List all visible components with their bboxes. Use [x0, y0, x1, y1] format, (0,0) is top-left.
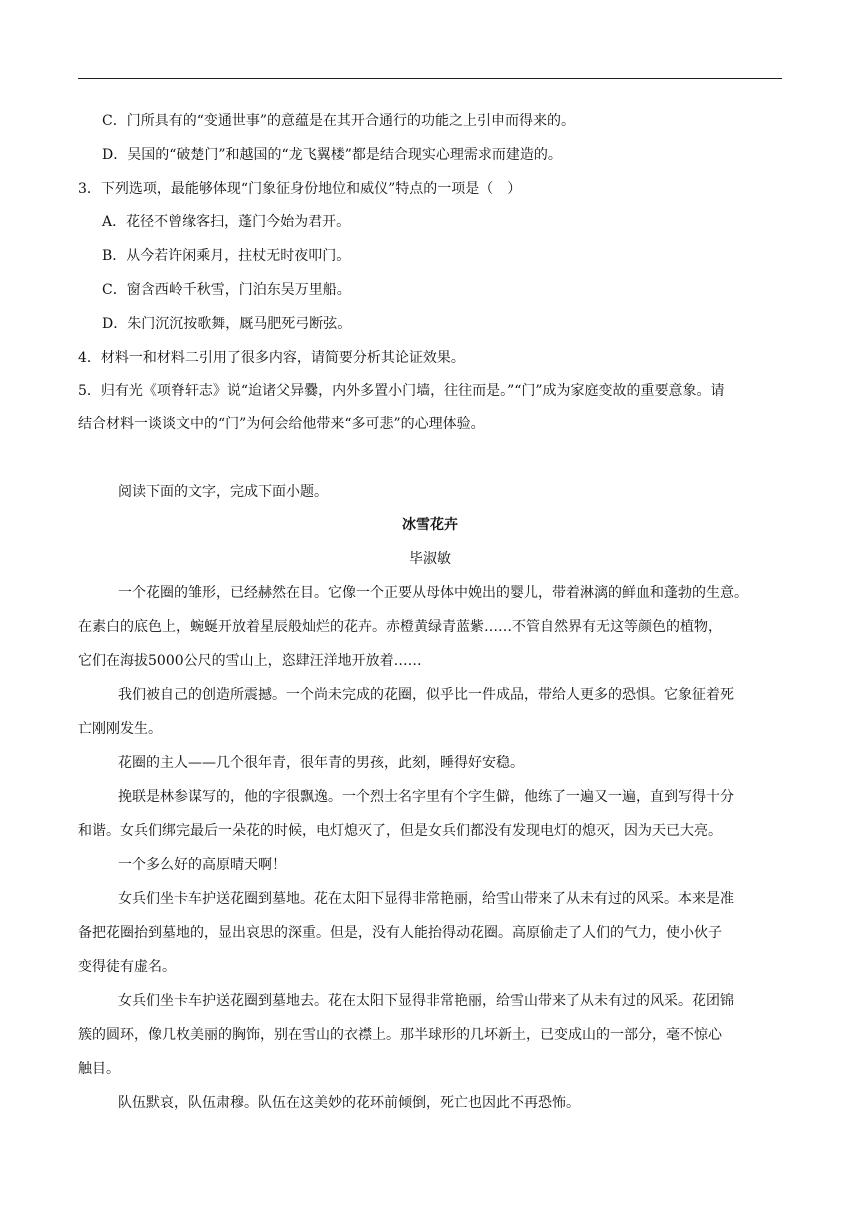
- passage-p6-line2: 备把花圈抬到墓地的，显出哀思的深重。但是，没有人能抬得动花圈。高原偷走了人们的气力，使小伙子: [78, 925, 722, 941]
- passage-p6-line3: 变得徒有虚名。: [78, 959, 176, 975]
- passage-title: 冰雪花卉: [402, 517, 458, 533]
- q3-option-b: B．从今若许闲乘月，拄杖无时夜叩门。: [102, 248, 351, 264]
- q4-stem: 4．材料一和材料二引用了很多内容，请简要分析其论证效果。: [78, 350, 465, 366]
- passage-p6-line1: 女兵们坐卡车护送花圈到墓地。花在太阳下显得非常艳丽，给雪山带来了从未有过的风采。本来是准: [118, 891, 734, 907]
- q3-stem: 3．下列选项，最能够体现“门象征身份地位和威仪”特点的一项是（ ）: [78, 181, 522, 197]
- reading-instruction: 阅读下面的文字，完成下面小题。: [118, 484, 328, 500]
- q2-option-c: C．门所具有的“变通世事”的意蕴是在其开合通行的功能之上引申而得来的。: [102, 113, 576, 129]
- q5-stem-line2: 结合材料一谈谈文中的“门”为何会给他带来“多可悲”的心理体验。: [78, 416, 485, 432]
- passage-p1-line1: 一个花圈的雏形，已经赫然在目。它像一个正要从母体中娩出的婴儿，带着淋漓的鲜血和蓬勃的生意。: [118, 585, 748, 601]
- passage-p7-line3: 触目。: [78, 1061, 120, 1077]
- passage-p2-line2: 亡刚刚发生。: [78, 721, 162, 737]
- passage-p1-line2: 在素白的底色上，蜿蜒开放着星辰般灿烂的花卉。赤橙黄绿青蓝紫……不管自然界有无这等颜色的植物，: [78, 619, 722, 635]
- passage-p4-line2: 和谐。女兵们绑完最后一朵花的时候，电灯熄灭了，但是女兵们都没有发现电灯的熄灭，因为天已大亮。: [78, 823, 722, 839]
- passage-p1-line3: 它们在海拔5000公尺的雪山上，恣肆汪洋地开放着……: [78, 653, 422, 669]
- passage-author: 毕淑敏: [409, 551, 451, 567]
- passage-p4-line1: 挽联是林参谋写的，他的字很飘逸。一个烈士名字里有个字生僻，他练了一遍又一遍，直到写得十分: [118, 789, 734, 805]
- q3-option-a: A．花径不曾缘客扫，蓬门今始为君开。: [102, 214, 351, 230]
- header-rule: [78, 78, 782, 79]
- passage-p8-line1: 队伍默哀，队伍肃穆。队伍在这美妙的花环前倾倒，死亡也因此不再恐怖。: [118, 1095, 580, 1111]
- q3-option-d: D．朱门沉沉按歌舞，厩马肥死弓断弦。: [102, 316, 352, 332]
- passage-p5-line1: 一个多么好的高原晴天啊！: [118, 857, 286, 873]
- q3-option-c: C．窗含西岭千秋雪，门泊东吴万里船。: [102, 282, 351, 298]
- passage-p7-line1: 女兵们坐卡车护送花圈到墓地去。花在太阳下显得非常艳丽，给雪山带来了从未有过的风采。花团锦: [118, 993, 734, 1009]
- q5-stem-line1: 5．归有光《项脊轩志》说“迨诸父异爨，内外多置小门墙，往往而是。”“门”成为家庭变故的重要意象。请: [78, 383, 725, 399]
- q2-option-d: D．吴国的“破楚门”和越国的“龙飞翼楼”都是结合现实心理需求而建造的。: [102, 147, 562, 163]
- passage-p3-line1: 花圈的主人——几个很年青，很年青的男孩，此刻，睡得好安稳。: [118, 755, 524, 771]
- passage-p2-line1: 我们被自己的创造所震撼。一个尚未完成的花圈，似乎比一件成品，带给人更多的恐惧。它象征着死: [118, 687, 734, 703]
- passage-p7-line2: 簇的圆环，像几枚美丽的胸饰，别在雪山的衣襟上。那半球形的几坏新土，已变成山的一部分，毫不惊心: [78, 1027, 722, 1043]
